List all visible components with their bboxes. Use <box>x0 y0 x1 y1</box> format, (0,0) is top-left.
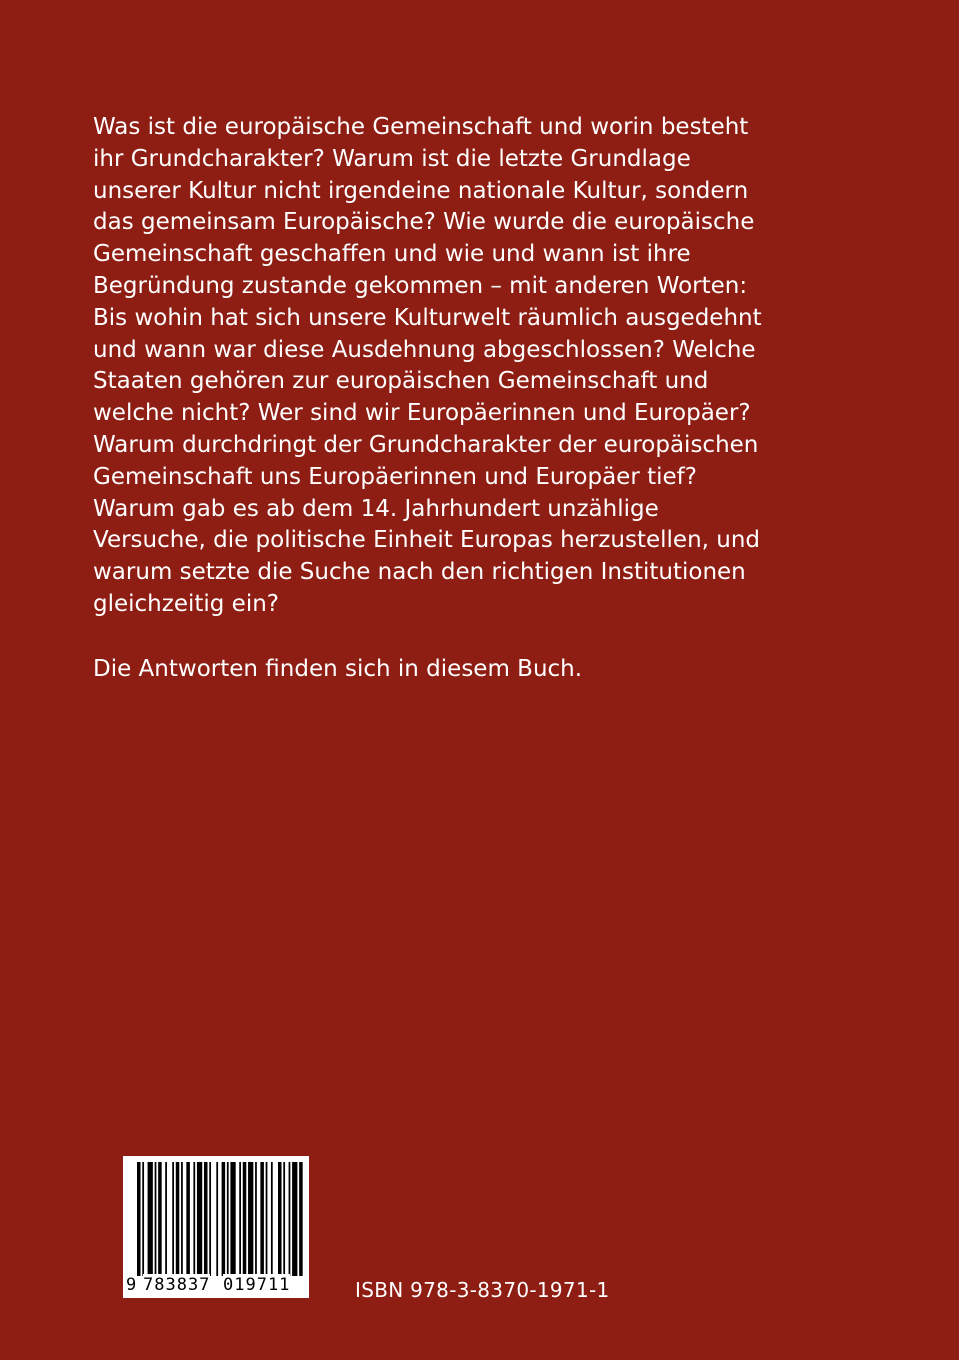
barcode-bar <box>137 1162 141 1276</box>
blurb-line: welche nicht? Wer sind wir Europäerinnen und Europäer? <box>93 400 751 427</box>
blurb-line: Warum gab es ab dem 14. Jahrhundert unzählige <box>93 495 659 522</box>
blurb-line: Was ist die europäische Gemeinschaft und worin besteht <box>93 114 749 140</box>
barcode-bar <box>176 1162 180 1276</box>
barcode-bar <box>255 1162 257 1276</box>
blurb-line: Gemeinschaft geschaffen und wie und wann ist ihre <box>93 241 691 268</box>
barcode-digit-lead: 9 <box>126 1275 137 1295</box>
barcode-bar <box>148 1162 153 1276</box>
blurb-line: Begründung zustande gekommen – mit anderen Worten: <box>93 272 748 299</box>
blurb-line: Staaten gehören zur europäischen Gemeinschaft und <box>93 368 709 395</box>
blurb-line: Gemeinschaft uns Europäerinnen und Europäer tief? <box>93 463 697 490</box>
barcode-bar <box>204 1162 208 1276</box>
isbn-label: ISBN 978-3-8370-1971-1 <box>355 1278 610 1302</box>
barcode-bar <box>283 1162 285 1276</box>
barcode-bar <box>243 1162 247 1276</box>
barcode-bar <box>209 1162 211 1276</box>
barcode-bar <box>289 1162 291 1276</box>
blurb-line: warum setzte die Suche nach den richtigen Institutionen <box>93 559 746 586</box>
barcode-bar <box>239 1162 241 1276</box>
blurb-line: Warum durchdringt der Grundcharakter der europäischen <box>93 431 759 458</box>
barcode-digits <box>123 1274 309 1296</box>
barcode-bar <box>165 1162 167 1276</box>
barcode-bar <box>271 1162 273 1276</box>
barcode-bar <box>186 1162 190 1276</box>
barcode-digits-right: 019711 <box>223 1275 291 1295</box>
blurb-line: unserer Kultur nicht irgendeine nationale Kultur, sondern <box>93 177 749 204</box>
closing-line: Die Antworten finden sich in diesem Buch. <box>93 656 583 682</box>
barcode-bar <box>181 1162 183 1276</box>
barcode-bar <box>266 1162 268 1276</box>
blurb-line: Bis wohin hat sich unsere Kulturwelt räumlich ausgedehnt <box>93 304 762 331</box>
barcode-bar <box>278 1162 282 1276</box>
barcode-bar <box>197 1162 202 1276</box>
barcode-bar <box>222 1162 226 1276</box>
barcode-bar <box>172 1162 174 1276</box>
barcode-bar <box>292 1162 297 1276</box>
barcode-bar <box>299 1162 303 1276</box>
barcode-bar <box>216 1162 218 1276</box>
barcode-digits-left: 783837 <box>143 1275 211 1295</box>
blurb-line: das gemeinsam Europäische? Wie wurde die europäische <box>93 209 755 236</box>
blurb-line: und wann war diese Ausdehnung abgeschlossen? Welche <box>93 336 756 363</box>
blurb-line: ihr Grundcharakter? Warum ist die letzte Grundlage <box>93 145 691 172</box>
barcode-bar <box>142 1162 144 1276</box>
blurb-text <box>93 112 833 621</box>
barcode-bar <box>158 1162 162 1276</box>
barcode-bar <box>248 1162 253 1276</box>
barcode-bar <box>230 1162 235 1276</box>
blurb-line: Versuche, die politische Einheit Europas herzustellen, und <box>93 527 761 554</box>
barcode-bar <box>193 1162 195 1276</box>
barcode-bar <box>155 1162 157 1276</box>
barcode <box>123 1156 309 1298</box>
barcode-bar <box>227 1162 229 1276</box>
blurb-line: gleichzeitig ein? <box>93 590 280 617</box>
barcode-bar <box>260 1162 264 1276</box>
